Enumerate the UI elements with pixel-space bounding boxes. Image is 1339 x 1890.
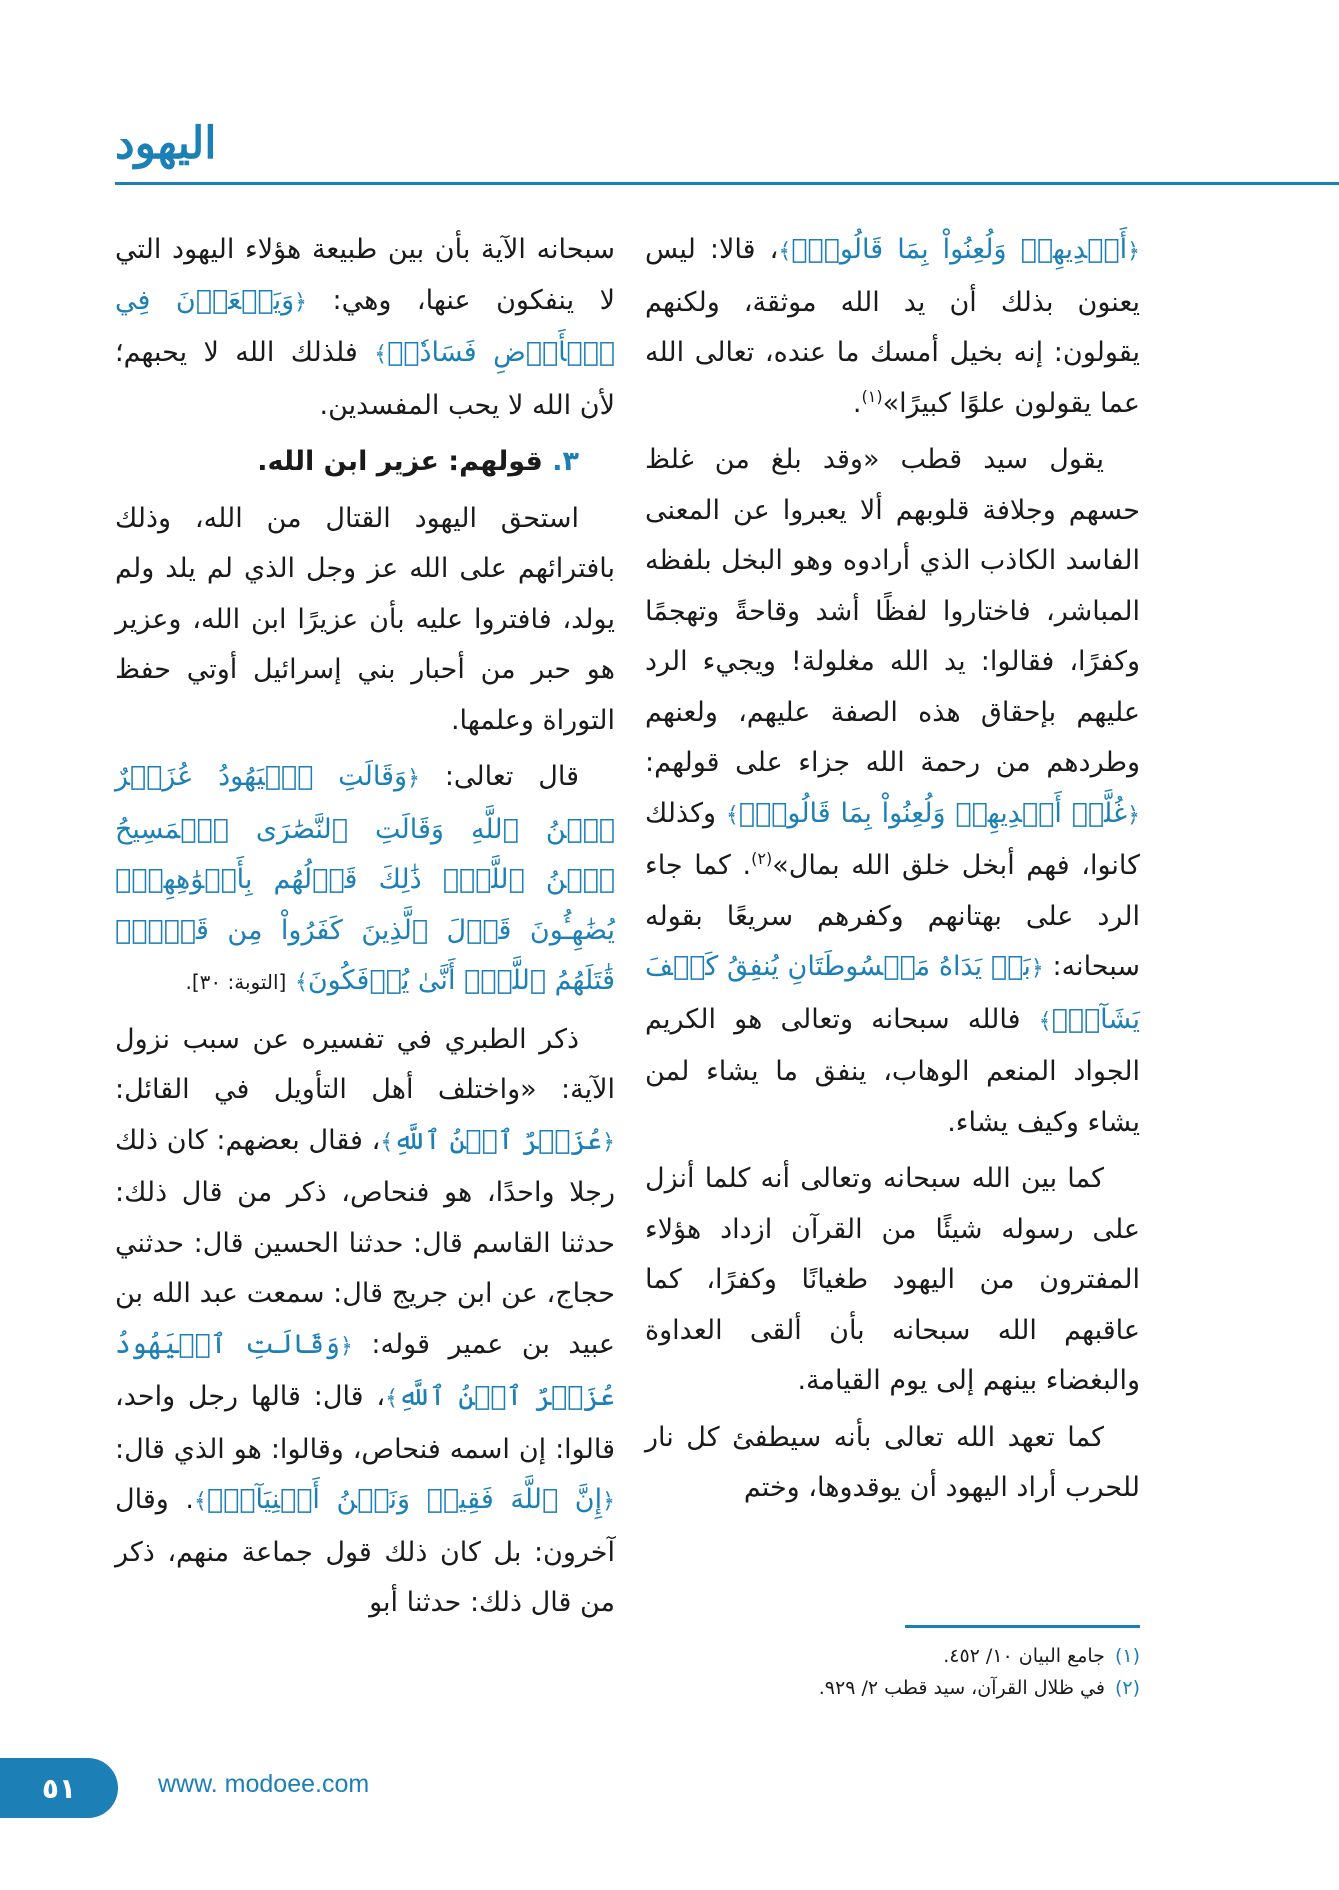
footnotes [645, 1640, 1140, 1704]
quran-text: غُلَّتۡ أَيۡدِيهِمۡ وَلُعِنُواْ بِمَا قَالُواْۘ [738, 797, 1128, 829]
section-heading [115, 437, 615, 488]
paragraph-text: . [852, 387, 862, 419]
ornament-close-icon: ﴾ [294, 970, 308, 995]
section-heading-text: قولهم: عزير ابن الله. [257, 446, 543, 477]
page-number: ٥١ [41, 1771, 77, 1805]
ornament-open-icon: ﴿ [1127, 239, 1140, 264]
quran-text: بَلۡ يَدَاهُ مَبۡسُوطَتَانِ يُنفِقُ كَيۡفَ يَشَآءُۚ [645, 951, 1140, 1035]
paragraph-text: وكذلك كانوا، فهم أبخل خلق الله بمال» [645, 797, 1140, 881]
ornament-close-icon: ﴾ [385, 1386, 399, 1411]
quran-text: أَيۡدِيهِمۡ وَلُعِنُواْ بِمَا قَالُواْۘ [791, 234, 1128, 265]
paragraph [115, 494, 615, 747]
section-number: ٣. [552, 446, 579, 477]
header-rule [115, 182, 1339, 185]
ornament-open-icon: ﴿ [294, 289, 308, 315]
paragraph-text: يقول سيد قطب «وقد بلغ من غلظ حسهم وجلافة قلوبهم ألا يعبروا عن المعنى الفاسد الكاذب الذي أرادوه وهو البخل بلفظه المباشر، فاختاروا لفظًا أشد وقاحةً وتهجمًا وكفرًا، فقالوا: يد الله مغلولة! ويجيء الرد عليهم بإحقاق هذه الصفة عليهم، ولعنهم وطردهم من رحمة الله جزاء على قولهم: [645, 444, 1140, 778]
paragraph-text: كما بين الله سبحانه وتعالى أنه كلما أنزل على رسوله شيئًا من القرآن ازداد هؤلاء المفترون من اليهود طغيانًا وكفرًا، كما عاقبهم الله سبحانه بأن ألقى العداوة والبغضاء بينهم إلى يوم القيامة. [645, 1163, 1140, 1396]
footnote-number: (١) [1114, 1645, 1140, 1667]
paragraph-text: ذكر الطبري في تفسيره عن سبب نزول الآية: «واختلف أهل التأويل في القائل: [115, 1023, 615, 1105]
ornament-close-icon: ﴾ [778, 239, 792, 264]
paragraph-text: . وقال آخرون: بل كان ذلك قول جماعة منهم، ذكر من قال ذلك: حدثنا أبو [115, 1484, 615, 1618]
paragraph-text: فلذلك الله لا يحبهم؛ لأن الله لا يحب المفسدين. [115, 337, 615, 421]
ornament-open-icon: ﴿ [407, 766, 420, 791]
paragraph-text: استحق اليهود القتال من الله، وذلك بافترائهم على الله عز وجل الذي لم يلد ولم يولد، فافتروا عليه بأن عزيرًا ابن الله، وعزير هو حبر من أحبار بني إسرائيل أوتي حفظ التوراة وعلمها. [115, 502, 615, 736]
website-link[interactable]: www. modoee.com [158, 1770, 370, 1798]
quran-text: عُزَيۡرٌ ٱبۡنُ ٱللَّهِ [393, 1124, 603, 1156]
quran-text: وَيَسۡعَوۡنَ فِي ٱلۡأَرۡضِ فَسَادٗاۚ [115, 284, 615, 368]
footnote-item [645, 1672, 1140, 1704]
ornament-close-icon: ﴾ [193, 1489, 207, 1514]
paragraph-text: ، قالا: ليس يعنون بذلك أن يد الله موثقة، ولكنهم يقولون: إنه بخيل أمسك ما عنده، تعالى الله عما يقولون علوًا كبيرًا» [645, 234, 1140, 419]
page-number-tab [0, 1758, 118, 1818]
quran-quote [726, 798, 1140, 829]
left-column [115, 225, 615, 1635]
ornament-close-icon: ﴾ [380, 1129, 394, 1155]
footnote-item [645, 1640, 1140, 1672]
ornament-open-icon: ﴿ [1030, 956, 1044, 981]
verse-reference: [التوبة: ٣٠]. [185, 970, 287, 994]
quran-text: إِنَّ ٱللَّهَ فَقِيرٞ وَنَحۡنُ أَغۡنِيَآءُۘ [206, 1484, 603, 1515]
ornament-open-icon: ﴿ [602, 1489, 615, 1514]
ornament-close-icon: ﴾ [1038, 1008, 1052, 1034]
footnote-ref[interactable]: (١) [861, 386, 883, 406]
ornament-close-icon: ﴾ [374, 342, 388, 367]
paragraph-text: سبحانه الآية بأن بين طبيعة هؤلاء اليهود التي لا ينفكون عنها، وهي: [115, 234, 615, 316]
quran-quote [380, 1125, 615, 1156]
paragraph [645, 1154, 1140, 1407]
quran-quote [778, 234, 1140, 265]
ornament-open-icon: ﴿ [602, 1129, 615, 1155]
paragraph-text: ، فقال بعضهم: كان ذلك رجلا واحدًا، هو فنحاص، ذكر من قال ذلك: حدثنا القاسم قال: حدثنا الحسين قال: حدثني حجاج، عن ابن جريج قال: سمعت عبد الله بن عبيد بن عمير قوله: [115, 1124, 615, 1360]
paragraph [645, 435, 1140, 1148]
paragraph [645, 1413, 1140, 1514]
paragraph [115, 225, 615, 431]
paragraph-text: قال تعالى: [444, 761, 579, 792]
footnote-rule [905, 1625, 1140, 1628]
footnote-text: في ظلال القرآن، سيد قطب ٢/ ٩٢٩. [818, 1677, 1105, 1699]
footnote-text: جامع البيان ١٠/ ٤٥٢. [943, 1645, 1105, 1667]
quran-text: وَقَالَتِ ٱلۡيَهُودُ عُزَيۡرٌ ٱبۡنُ ٱللَّهِ وَقَالَتِ ٱلنَّصَٰرَى ٱلۡمَسِيحُ ٱبۡنُ ٱللَّهِۖ ذَٰلِكَ قَوۡلُهُم بِأَفۡوَٰهِهِمۡۖ يُضَٰهِـُٔونَ قَوۡلَ ٱلَّذِينَ كَفَرُواْ مِن قَبۡلُۚ قَٰتَلَهُمُ ٱللَّهُۖ أَنَّىٰ يُؤۡفَكُونَ [115, 761, 615, 996]
ornament-close-icon: ﴾ [725, 802, 739, 828]
paragraph-text: فالله سبحانه وتعالى هو الكريم الجواد المنعم الوهاب، ينفق ما يشاء لمن يشاء وكيف يشاء. [645, 1003, 1140, 1138]
page-header-title: اليهود [115, 118, 217, 169]
quran-verse [115, 761, 615, 996]
paragraph-text: . كما جاء الرد على بهتانهم وكفرهم سريعًا بقوله سبحانه: [645, 850, 1140, 982]
paragraph [115, 1015, 615, 1629]
quran-text: وَقَالَتِ ٱلۡيَهُودُ عُزَيۡرٌ ٱبۡنُ ٱللَّهِ [115, 1328, 616, 1412]
footnote-ref[interactable]: (٢) [751, 849, 773, 868]
paragraph [115, 752, 615, 1009]
paragraph-text: كما تعهد الله تعالى بأنه سيطفئ كل نار للحرب أراد اليهود أن يوقدوها، وختم [645, 1421, 1140, 1503]
ornament-open-icon: ﴿ [1127, 802, 1140, 828]
ornament-open-icon: ﴿ [339, 1333, 353, 1359]
quran-quote [194, 1484, 615, 1515]
right-column [645, 225, 1140, 1520]
footnote-number: (٢) [1114, 1677, 1140, 1699]
paragraph [645, 225, 1140, 429]
paragraph-text: ، قال: قالها رجل واحد، قالوا: إن اسمه فنحاص، وقالوا: هو الذي قال: [115, 1381, 615, 1465]
